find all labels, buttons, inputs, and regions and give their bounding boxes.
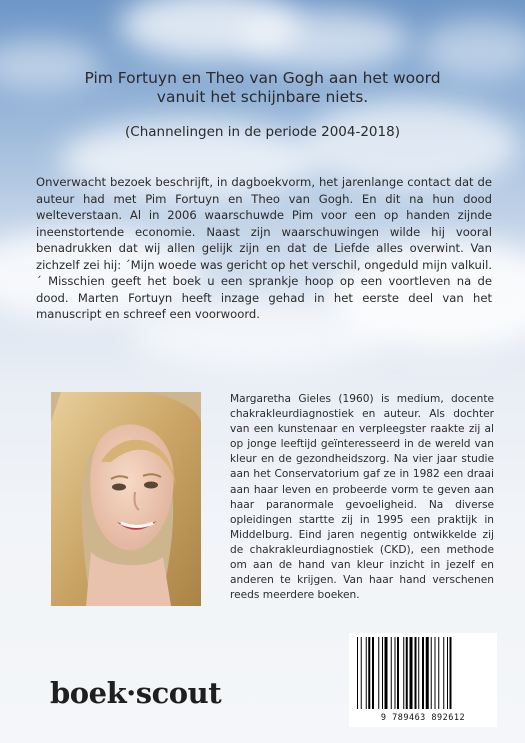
barcode-bar [403, 637, 404, 709]
barcode-bar [378, 637, 379, 709]
barcode-bar [435, 637, 436, 709]
title-line: vanuit het schijnbare niets. [156, 88, 369, 106]
author-photo [51, 392, 201, 606]
barcode-bar [397, 637, 399, 709]
barcode-bar [372, 637, 374, 709]
barcode-bar [357, 637, 358, 709]
barcode-bars [349, 633, 497, 713]
publisher-logo [50, 676, 221, 710]
barcode-bar [395, 637, 396, 709]
barcode-bar [410, 637, 413, 709]
barcode-bar [385, 637, 388, 709]
barcode-bar [431, 637, 432, 709]
barcode-bar [418, 637, 419, 709]
barcode-bar [422, 637, 424, 709]
barcode-bar [382, 637, 383, 709]
publisher-logo-part: scout [135, 676, 222, 710]
barcode-bar [361, 637, 362, 709]
author-bio: Margaretha Gieles (1960) is medium, docente chakrakleurdiagnostiek en auteur. Als dochter van een kunstenaar en verpleegster raakte zij al op jonge leeftijd geïnteresseerd in de wereld van kleur en de gezondheidszorg. Na vier jaar studie aan het Conservatorium gaf ze in 1982 een draai aan haar leven en probeerde vorm te geven aan haar paranormale gevoeligheid. Na diverse opleidingen startte zij in 1995 een praktijk in Middelburg. Eind jaren negentig ontwikkelde zij de chakrakleurdiagnostiek (CKD), een methode om aan de hand van kleur inzicht in jezelf en anderen te krijgen. Van haar hand verschenen reeds meerdere boeken. [230, 393, 494, 602]
barcode-bar [447, 637, 448, 709]
cloud [240, 10, 410, 70]
barcode-bar [391, 637, 392, 709]
barcode-bar [415, 637, 417, 709]
publisher-logo-dot: · [126, 676, 136, 710]
title-line: Pim Fortuyn en Theo van Gogh aan het woord [84, 69, 441, 87]
book-subtitle: (Channelingen in de periode 2004-2018) [125, 124, 400, 140]
barcode-bar [450, 637, 452, 709]
barcode-bar [426, 637, 429, 709]
back-cover-blurb: Onverwacht bezoek beschrijft, in dagboekvorm, het jarenlange contact dat de auteur had met Pim Fortuyn en Theo van Gogh. En dit na hun dood welteverstaan. Al in 2006 waarschuwde Pim voor een op handen zijnde ineenstortende economie. Naast zijn waarschuwingen wilde hij vooral benadrukken dat wij allen gelijk zijn en dat de Liefde alles overwint. Van zichzelf zei hij: ´Mijn woede was gericht op het verschil, ongeduld mijn valkuil.´ Misschien geeft het boek u een sprankje hoop op een voortleven na de dood. Marten Fortuyn heeft inzage gehad in het eerste deel van het manuscript en schreef een voorwoord. [36, 175, 492, 321]
isbn-barcode [349, 633, 497, 727]
barcode-bar [438, 637, 439, 709]
author-portrait-illustration [51, 392, 201, 606]
isbn-number: 9 789463 892612 [380, 713, 466, 723]
barcode-bar [368, 637, 370, 709]
barcode-bar [406, 637, 408, 709]
publisher-logo-part: boek [50, 676, 127, 710]
book-title [40, 69, 485, 107]
barcode-bar [443, 637, 444, 709]
barcode-bar [366, 637, 367, 709]
